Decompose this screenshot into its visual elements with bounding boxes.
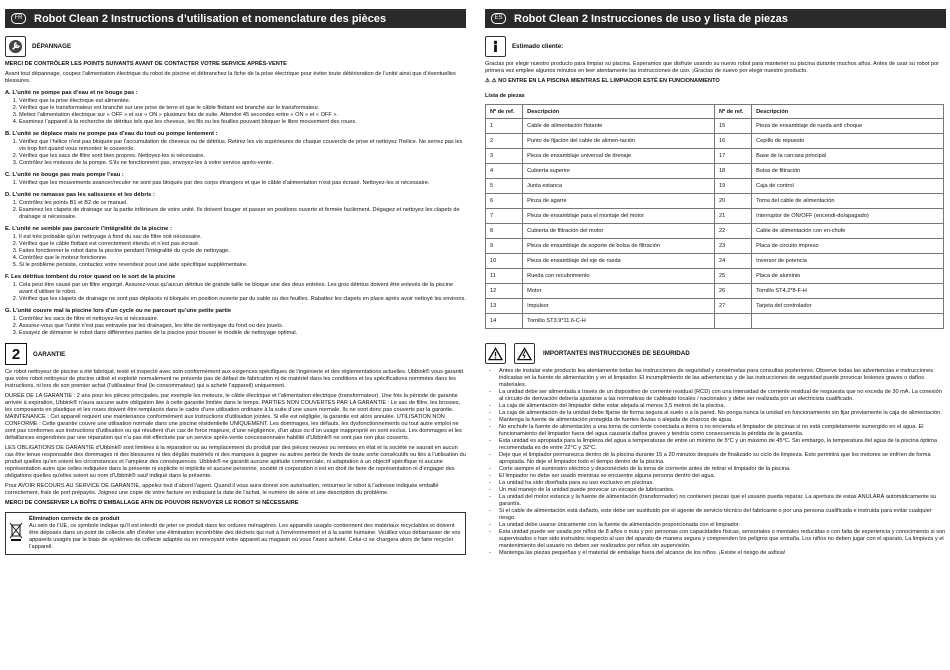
troubleshooting-step: 1. Contrôlez les sacs de filtre et nettoyez-les si nécessaire. [19, 316, 466, 323]
table-row [486, 299, 944, 314]
part-description: Tornillo ST3.9*11.6-C-H [523, 314, 715, 329]
part-number: 11 [486, 269, 523, 284]
troubleshooting-step: 2. Examinez les clapets de drainage sur la partie inférieure de votre unité. Ils doivent bouger et passer en positions ouverte et fermée facilement. Dégagez et nettoyez les clapets de drainage si nécessaire. [19, 207, 466, 221]
troubleshooting-body [5, 61, 466, 337]
parts-table [485, 104, 944, 329]
part-number: 8 [486, 224, 523, 239]
warranty-title: GARANTIE [33, 350, 66, 358]
parts-title: Lista de piezas [485, 93, 525, 99]
part-number: 19 [714, 179, 751, 194]
warning-triangle-icon: ⚠ [491, 78, 497, 84]
troubleshooting-step: 2. Vérifiez que le transformateur est branché sur une prise de terre et que le câble flottant est branché sur le transformateur. [19, 105, 466, 112]
crossed-bin-icon [9, 516, 23, 546]
safety-item: - La unidad del motor estanca y la fuente de alimentación (transformador) no contienen piezas que el usuario pueda reparar. La apertura de estas ANULARÁ automáticamente su garantía. [499, 494, 946, 508]
part-number: 21 [714, 209, 751, 224]
electric-hazard-icon [514, 343, 535, 364]
warning-line [485, 78, 946, 85]
part-number: 13 [486, 299, 523, 314]
part-number: 24 [714, 254, 751, 269]
troubleshooting-group-heading: C. L’unité ne bouge pas mais pompe l’eau : [5, 172, 124, 178]
troubleshooting-group-heading: D. L’unité ne ramasse pas les salissures et les débris : [5, 192, 155, 198]
part-description: Cable de alimentación con en-chufe [752, 224, 944, 239]
part-description: Bolsa de filtración [752, 164, 944, 179]
safety-item: - Corte siempre el suministro eléctrico y desconéctelo de la toma de corriente antes de retirar el limpiador de la piscina. [499, 466, 946, 473]
part-description: Pieza de ensamblaje para el montaje del motor [523, 209, 715, 224]
part-description: Interruptor de ON/OFF (encendi-do/apagado) [752, 209, 944, 224]
troubleshooting-step: 2. Vérifiez que les sacs de filtre sont bien propres. Nettoyez-les si nécessaire. [19, 153, 466, 160]
part-number: 20 [714, 194, 751, 209]
troubleshooting-step: 5. Si le problème persiste, contactez votre revendeur pour une aide spécifique supplémentaire. [19, 262, 466, 269]
table-row [486, 284, 944, 299]
troubleshooting-intro-bold: MERCI DE CONTRÔLER LES POINTS SUIVANTS AVANT DE CONTACTER VOTRE SERVICE APRÈS-VENTE [5, 61, 287, 67]
waste-title: Élimination correcte de ce produit [29, 516, 120, 522]
table-row [486, 119, 944, 134]
safety-item: - Esta unidad es apropiada para la limpieza del agua a temperaturas de entre un mínimo de 5°C y un máximo de 45°C. Sin embargo, la temperatura del agua de la piscina óptima recomendada es de entre 22°C y 32°C. [499, 438, 946, 452]
language-badge-es: ES [491, 13, 506, 24]
part-description: Caja de control [752, 179, 944, 194]
troubleshooting-group-heading: B. L’unité se déplace mais ne pompe pas d’eau du tout ou pompe lentement : [5, 131, 218, 137]
table-row [486, 254, 944, 269]
safety-item: - No enchufe la fuente de alimentación a una toma de corriente conectada a tierra o no encienda el limpiador de piscinas si no está completamente sumergido en el agua. El funcionamiento del limpiador fuera del agua causaría daños graves y tendría como consecuencia la pérdida de la garantía. [499, 424, 946, 438]
table-row [486, 149, 944, 164]
troubleshooting-intro: Avant tout dépannage, coupez l’alimentation électrique du robot de piscine et débranchez la fiche de la prise électrique pour éviter toute détérioration de l’unité ainsi que d’éventuelles blessures. [5, 71, 456, 84]
troubleshooting-step: 3. Contrôlez les moteurs de la pompe. S’ils ne fonctionnent pas, envoyez-les à votre service après-vente. [19, 160, 466, 167]
safety-item: - Si el cable de alimentación está dañado, este debe ser sustituido por el agente de servicio técnico del fabricante o por una persona cualificada e instruida para evitar cualquier riesgo. [499, 508, 946, 522]
part-description: Punto de fijación del cable de alimen-tación [523, 134, 715, 149]
french-title-bar [5, 9, 466, 28]
part-number: 6 [486, 194, 523, 209]
section-number: 2 [5, 343, 27, 365]
part-number: 12 [486, 284, 523, 299]
language-badge-fr: FR [11, 13, 26, 24]
warranty-heading [5, 343, 466, 365]
troubleshooting-group-heading: G. L’unité couvre mal la piscine lors d’un cycle ou ne parcourt qu’une petite partie [5, 308, 232, 314]
troubleshooting-steps [19, 316, 466, 337]
part-description: Pieza de ensamblaje del eje de rueda [523, 254, 715, 269]
part-description: Base de la carcasa principal [752, 149, 944, 164]
part-number: 27 [714, 299, 751, 314]
header-desc: Descripción [752, 105, 944, 119]
header-ref: Nº de ref. [714, 105, 751, 119]
safety-list [485, 368, 946, 557]
troubleshooting-step: 3. Faites fonctionner le robot dans la piscine pendant l’intégralité du cycle de nettoyage. [19, 248, 466, 255]
part-number [714, 314, 751, 329]
part-description: Pieza de ensamblaje de rueda anti choque [752, 119, 944, 134]
french-column [5, 0, 466, 670]
troubleshooting-step: 1. Vérifiez que les mouvements avancer/reculer ne sont pas bloqués par des corps étrangers et que le câble d’alimentation n’est pas écrasé. Nettoyez-les si nécessaire. [19, 180, 466, 187]
warranty-paragraph: DURÉE DE LA GARANTIE : 2 ans pour les pièces principales, par exemple les moteurs, le câble électrique et l’alimentation électrique (transformateur). Une fois la période de garantie arrivée à expiration, Ubbink® n’aura aucune autre obligation liée à cette garantie limitée dans le temps. PARTIES NON COUVERTES PAR LA GARANTIE : Le sac de filtre, les brosses, les composants en plastique et les roues doivent être remplacés dans le cadre d’une utilisation ordinaire à la suite d’une usure normale. Ils ne sont donc pas couverts par la garantie. MAINTENANCE : Cet appareil requiert une maintenance conformément aux instructions d’utilisation jointes. Si elle est négligée, la garantie est alors annulée. UTILISATION NON CONFORME : Cette garantie couvre une utilisation normale dans une piscine résidentielle UNIQUEMENT. Les dommages, les défauts, les dysfonctionnements ou tout autre emploi ne sont pas conformes aux instructions d’utilisation ou qui résultent d’un cas de force majeure, d’une négligence, d’un abus ou d’un usage inapproprié en sont exclus. Les dommages et les défaillances engendrées par une réparation qui n’a pas été effectuée par un service après-vente concessionnaire habilité d’Ubbink® ne sont pas non plus couverts. [5, 393, 462, 441]
table-row [486, 164, 944, 179]
part-description: Tornillo ST4.2*8-F-H [752, 284, 944, 299]
spanish-title: Robot Clean 2 Instrucciones de uso y lista de piezas [514, 12, 788, 25]
safety-item: - La unidad ha sido diseñada para su uso exclusivo en piscinas. [499, 480, 946, 487]
header-desc: Descripción [523, 105, 715, 119]
troubleshooting-groups [5, 90, 466, 337]
troubleshooting-step: 1. Cela peut être causé par un filtre engorgé. Assurez-vous qu’aucun détritus de grande taille ne bloque une des deux entrées. Les gros détritus doivent être enlevés de la piscine avant d’utiliser le robot. [19, 282, 466, 296]
french-title: Robot Clean 2 Instructions d’utilisation et nomenclature des pièces [34, 12, 387, 25]
part-description: Rueda con recubrimiento [523, 269, 715, 284]
part-number: 18 [714, 164, 751, 179]
table-row [486, 269, 944, 284]
part-number: 14 [486, 314, 523, 329]
part-number: 16 [714, 134, 751, 149]
part-number: 4 [486, 164, 523, 179]
spanish-column [485, 0, 946, 670]
safety-item: - El limpiador no debe ser usado mientras se encuentre alguna persona dentro del agua. [499, 473, 946, 480]
troubleshooting-group-heading: E. L’unité ne semble pas parcourir l’intégralité de la piscine : [5, 226, 172, 232]
table-row [486, 224, 944, 239]
troubleshooting-step: 3. Mettez l’alimentation électrique sur « OFF » et sur « ON » plusieurs fois de suite. Attendre 45 secondes entre « ON » et « OFF ». [19, 112, 466, 119]
part-number: 2 [486, 134, 523, 149]
troubleshooting-step: 1. Il est très probable qu’un nettoyage à fond du sac de filtre soit nécessaire. [19, 234, 466, 241]
troubleshooting-step: 4. Contrôlez que le moteur fonctionne. [19, 255, 466, 262]
waste-disposal-box [5, 512, 466, 555]
troubleshooting-step: 2. Vérifiez que le câble flottant est correctement étendu et n’est pas écrasé. [19, 241, 466, 248]
part-number: 17 [714, 149, 751, 164]
troubleshooting-steps [19, 180, 466, 187]
warning-triangle-icon [485, 343, 506, 364]
troubleshooting-step: 1. Vérifiez que l’hélice n’est pas bloquée par l’accumulation de cheveux ou de détritus. Retirez les vis supérieures de chaque couvercle de prise et nettoyez l’hélice. Ne serrez pas les vis trop fort quand vous remontez le couvercle. [19, 139, 466, 153]
part-description: Cubierta superior [523, 164, 715, 179]
spanish-title-bar [485, 9, 946, 28]
safety-item: - Esta unidad puede ser usada por niños de 8 años o más y por personas con capacidades físicas, sensoriales o mentales reducidas o con falta de experiencia y conocimiento si son supervisados o han sido instruidos respecto al uso del aparato de manera segura y comprenden los peligros que entraña. Los niños no deben jugar con el aparato. La limpieza y el mantenimiento del usuario no deben ser realizados por niños sin supervisión. [499, 529, 946, 550]
part-description: Placa de aluminio [752, 269, 944, 284]
troubleshooting-step: 1. Contrôlez les points B1 et B2 de ce manuel. [19, 200, 466, 207]
waste-text: Au sein de l’UE, ce symbole indique qu’il est interdit de jeter ce produit dans les ordures ménagères. Les appareils usagés contiennent des matériaux recyclables et doivent être déposés dans un point de collecte afin d’éviter une élimination incontrôlée des déchets qui nuit à l’environnement et à la santé humaine. Veuillez vous débarrasser de vos appareils usagés par le biais de systèmes de collecte adaptés ou en renvoyant votre appareil au magasin où vous l’avez acheté. Celui-ci se chargera alors de faire recycler l’appareil. [29, 523, 461, 550]
troubleshooting-steps [19, 282, 466, 303]
part-description: Pinza de agarre [523, 194, 715, 209]
part-number: 25 [714, 269, 751, 284]
part-number: 7 [486, 209, 523, 224]
part-number: 15 [714, 119, 751, 134]
troubleshooting-step: 1. Vérifiez que la prise électrique est alimentée. [19, 98, 466, 105]
table-row [486, 194, 944, 209]
part-description: Tarjeta del controlador [752, 299, 944, 314]
warranty-paragraph: Pour AVOIR RECOURS AU SERVICE DE GARANTIE, appelez tout d’abord l’agent. Quand il vous aura donné son autorisation, retournez le robot à l’adresse indiquée emballé correctement, frais de port prépayés. Joignez une copie de votre facture en indiquant la date de l’achat, le numéro de série et une description du problème. [5, 483, 439, 496]
part-number: 10 [486, 254, 523, 269]
part-description: Pieza de ensamblaje de soporte de bolsa de filtración [523, 239, 715, 254]
safety-item: - Deje que el limpiador permanezca dentro de la piscina durante 15 a 20 minutos después de finalizado su ciclo de limpieza. Esto permitirá que los motores se enfríen de forma apropiada. No deje el limpiador todo el tiempo dentro de la piscina. [499, 452, 946, 466]
troubleshooting-step: 2. Assurez-vous que l’unité n’est pas entravée par les drainages, les tête de nettoyage du fond ou des jouets. [19, 323, 466, 330]
part-description: Cable de alimentación flotante [523, 119, 715, 134]
wrench-icon [5, 36, 26, 57]
part-number: 26 [714, 284, 751, 299]
troubleshooting-step: 2. Vérifiez que les clapets de drainage ne sont pas déplacés ni bloqués en position ouverte par du sable ou des feuilles. Rabattez les clapets en place après avoir nettoyé les environs. [19, 296, 466, 303]
parts-table-header [486, 105, 944, 119]
part-description: Inversor de potencia [752, 254, 944, 269]
part-description: Impulsor [523, 299, 715, 314]
warranty-paragraph: LES OBLIGATIONS DE GARANTIE d’Ubbink® sont limitées à la réparation ou au remplacement du produit par des pièces neuves ou remises en état et la société ne saurait en aucun cas être tenue responsable des dommages ni des blessures ni des dégâts matériels ni des manques à gagner ou autres pertes de fonds de toute sorte consécutifs ou liés à l’utilisation du produit quelles qu’en soient les circonstances et l’ampleur des conséquences. Ubbink® ne garantit aucune aptitude commerciale, ni adaptation à un objectif spécifique ni aucune représentation autre que celles indiquées dans la présente ni explicite ni implicite et aucune personne, société ni corporation n’est en droit de faire de représentation ni d’engager des obligations quelles qu’elles soient au nom d’Ubbink® sauf indiqué dans la présente. [5, 445, 466, 479]
header-ref: Nº de ref. [486, 105, 523, 119]
part-description: Pieza de ensamblaje universal de drenaje [523, 149, 715, 164]
part-description: Cepillo de repuesto [752, 134, 944, 149]
safety-item: - Mantenga la fuente de alimentación protegida de fuertes lluvias o alejada de charcos de agua. [499, 417, 946, 424]
table-row [486, 239, 944, 254]
part-description: Cubierta de filtración del motor [523, 224, 715, 239]
info-icon [485, 36, 506, 57]
part-description [752, 314, 944, 329]
greeting-heading [485, 36, 946, 57]
warranty-paragraph: Ce robot nettoyeur de piscine a été fabriqué, testé et inspecté avec soin conformément aux exigences spécifiques de l’ingénierie et des réglementations actuelles. Ubbink® vous garantit que votre robot nettoyeur de piscine utilisé et exploité normalement ne présente pas de défaut de fabrication ni de matériel dans les conditions et les spécifications nommées dans les instructions, ni lors de son premier achat (l’utilisateur final (le consommateur) qui a acheté l’appareil) uniquement. [5, 369, 464, 389]
troubleshooting-heading [5, 36, 466, 57]
safety-item: - Un mal manejo de la unidad puede provocar un escape de lubricantes. [499, 487, 946, 494]
safety-heading [485, 343, 946, 364]
warranty-body [5, 369, 466, 507]
part-number: 1 [486, 119, 523, 134]
troubleshooting-steps [19, 234, 466, 269]
spanish-intro [485, 61, 946, 100]
troubleshooting-step: 4. Examinez l’appareil à la recherche de détritus tels que les cheveux, les fils ou les feuilles pouvant bloquer le libre mouvement des roues. [19, 119, 466, 126]
troubleshooting-steps [19, 200, 466, 221]
safety-title: IMPORTANTES INSTRUCCIONES DE SEGURIDAD [543, 350, 690, 357]
troubleshooting-step: 3. Essayez de démarrer le robot dans différentes parties de la piscine pour trouver le modèle de nettoyage optimal. [19, 330, 466, 337]
part-number: 3 [486, 149, 523, 164]
table-row [486, 134, 944, 149]
safety-item: - La caja de alimentación del limpiador debe estar alejada al menos 3,5 metros de la piscina. [499, 403, 946, 410]
troubleshooting-group-heading: A. L’unité ne pompe pas d’eau et ne bouge pas : [5, 90, 138, 96]
table-row [486, 209, 944, 224]
safety-item: - La caja de alimentación de la unidad debe fijarse de forma segura al suelo o a la pared. No ponga nunca la unidad en funcionamiento sin fijar previamente la caja de alimentación. [499, 410, 946, 417]
troubleshooting-steps [19, 139, 466, 167]
safety-item: - Mantenga las piezas pequeñas y el material de embalaje fuera del alcance de los niños. ¡Existe el riesgo de asfixia! [499, 550, 946, 557]
part-description: Placa de circuito impreso [752, 239, 944, 254]
part-description: Motor [523, 284, 715, 299]
warning-text: NO ENTRE EN LA PISCINA MIENTRAS EL LIMPIADOR ESTÉ EN FUNCIONAMIENTO [498, 78, 720, 84]
part-number: 22 [714, 224, 751, 239]
safety-item: - La unidad debe usarse únicamente con la fuente de alimentación proporcionada con el limpiador. [499, 522, 946, 529]
table-row [486, 314, 944, 329]
warning-triangle-icon: ⚠ [485, 78, 491, 84]
keep-box-note: MERCI DE CONSERVER LA BOÎTE D’EMBALLAGE AFIN DE POUVOIR RENVOYER LE ROBOT SI NÉCESSAIRE [5, 500, 299, 506]
troubleshooting-title: DÉPANNAGE [32, 43, 72, 50]
part-description: Toma del cable de alimentación [752, 194, 944, 209]
troubleshooting-group-heading: F. Les détritus tombent du rotor quand on le sort de la piscine [5, 274, 176, 280]
greeting: Estimado cliente: [512, 43, 564, 50]
intro-text: Gracias por elegir nuestro producto para limpiar su piscina. Esperamos que disfrute usando su nuevo robot para mantener su piscina durante muchos años. Antes de usar su robot por primera vez emplee algunos minutos en leer atentamente las instrucciones de uso. ¡Gracias de nuevo por elegir nuestro producto. [485, 61, 939, 74]
safety-item: - La unidad debe ser alimentada a través de un dispositivo de corriente residual (RCD) con una intensidad de corriente residual de respuesta que no exceda de 30 mA. La conexión al circuito de derivación debería ajustarse a las normativas de cableado locales / nacionales y debe ser realizada por un electricista cualificado. [499, 389, 946, 403]
part-number: 5 [486, 179, 523, 194]
part-number: 9 [486, 239, 523, 254]
part-description: Junta estanca [523, 179, 715, 194]
safety-item: - Antes de instalar este producto lea atentamente todas las instrucciones de seguridad y consérvelas para consultas posteriores. Observe todas las advertencias e instrucciones indicadas en la fuente de alimentación y en el limpiador. El incumplimiento de las advertencias y de las instrucciones de seguridad puede provocar lesiones graves o daños materiales. [499, 368, 946, 389]
troubleshooting-steps [19, 98, 466, 126]
part-number: 23 [714, 239, 751, 254]
table-row [486, 179, 944, 194]
